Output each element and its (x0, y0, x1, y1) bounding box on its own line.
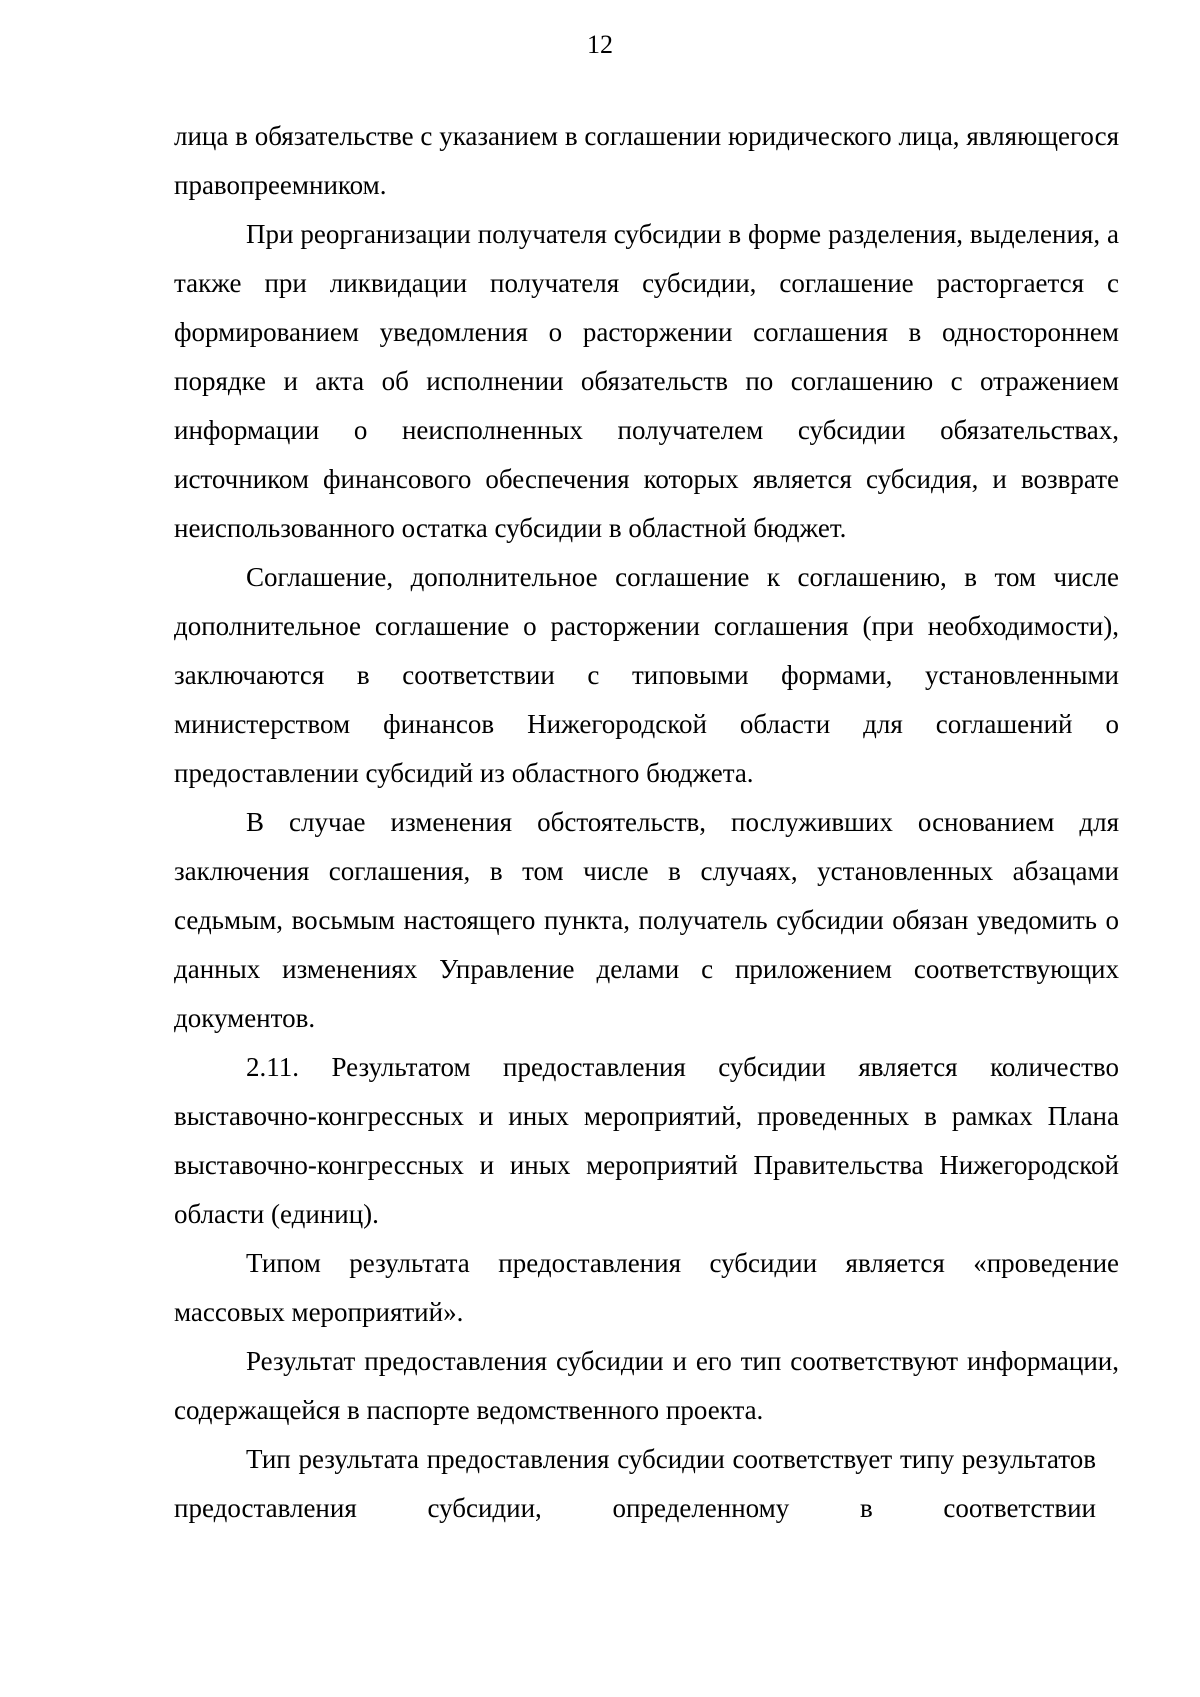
paragraph-result-type-match: Тип результата предоставления субсидии соответствует типу результатов предоставления субсидии, определенному в соответствии (174, 1444, 1096, 1523)
paragraph-result-passport: Результат предоставления субсидии и его тип соответствуют информации, содержащейся в паспорте ведомственного проекта. (174, 1346, 1119, 1425)
paragraph-agreement-forms: Соглашение, дополнительное соглашение к соглашению, в том числе дополнительное соглашение о расторжении соглашения (при необходимости), заключаются в соответствии с типовыми формами, установленными министерством финансов Нижегородской области для соглашений о предоставлении субсидий из областного бюджета. (174, 562, 1119, 788)
paragraph-result-type: Типом результата предоставления субсидии является «проведение массовых мероприятий». (174, 1248, 1119, 1327)
page-number: 12 (587, 30, 613, 59)
paragraph-clause-2-11: 2.11. Результатом предоставления субсидии является количество выставочно-конгрессных и иных мероприятий, проведенных в рамках Плана выставочно-конгрессных и иных мероприятий Правительства Нижегородской области (единиц). (174, 1052, 1119, 1229)
paragraph-reorganization: При реорганизации получателя субсидии в форме разделения, выделения, а также при ликвидации получателя субсидии, соглашение расторгается с формированием уведомления о расторжении соглашения в одностороннем порядке и акта об исполнении обязательств по соглашению с отражением информации о неисполненных получателем субсидии обязательствах, источником финансового обеспечения которых является субсидия, и возврате неиспользованного остатка субсидии в областной бюджет. (174, 219, 1119, 543)
paragraph-circumstance-change: В случае изменения обстоятельств, послуживших основанием для заключения соглашения, в том числе в случаях, установленных абзацами седьмым, восьмым настоящего пункта, получатель субсидии обязан уведомить о данных изменениях Управление делами с приложением соответствующих документов. (174, 807, 1119, 1033)
paragraph-continuation: лица в обязательстве с указанием в соглашении юридического лица, являющегося правопреемником. (174, 121, 1119, 200)
document-body (174, 112, 1119, 1533)
